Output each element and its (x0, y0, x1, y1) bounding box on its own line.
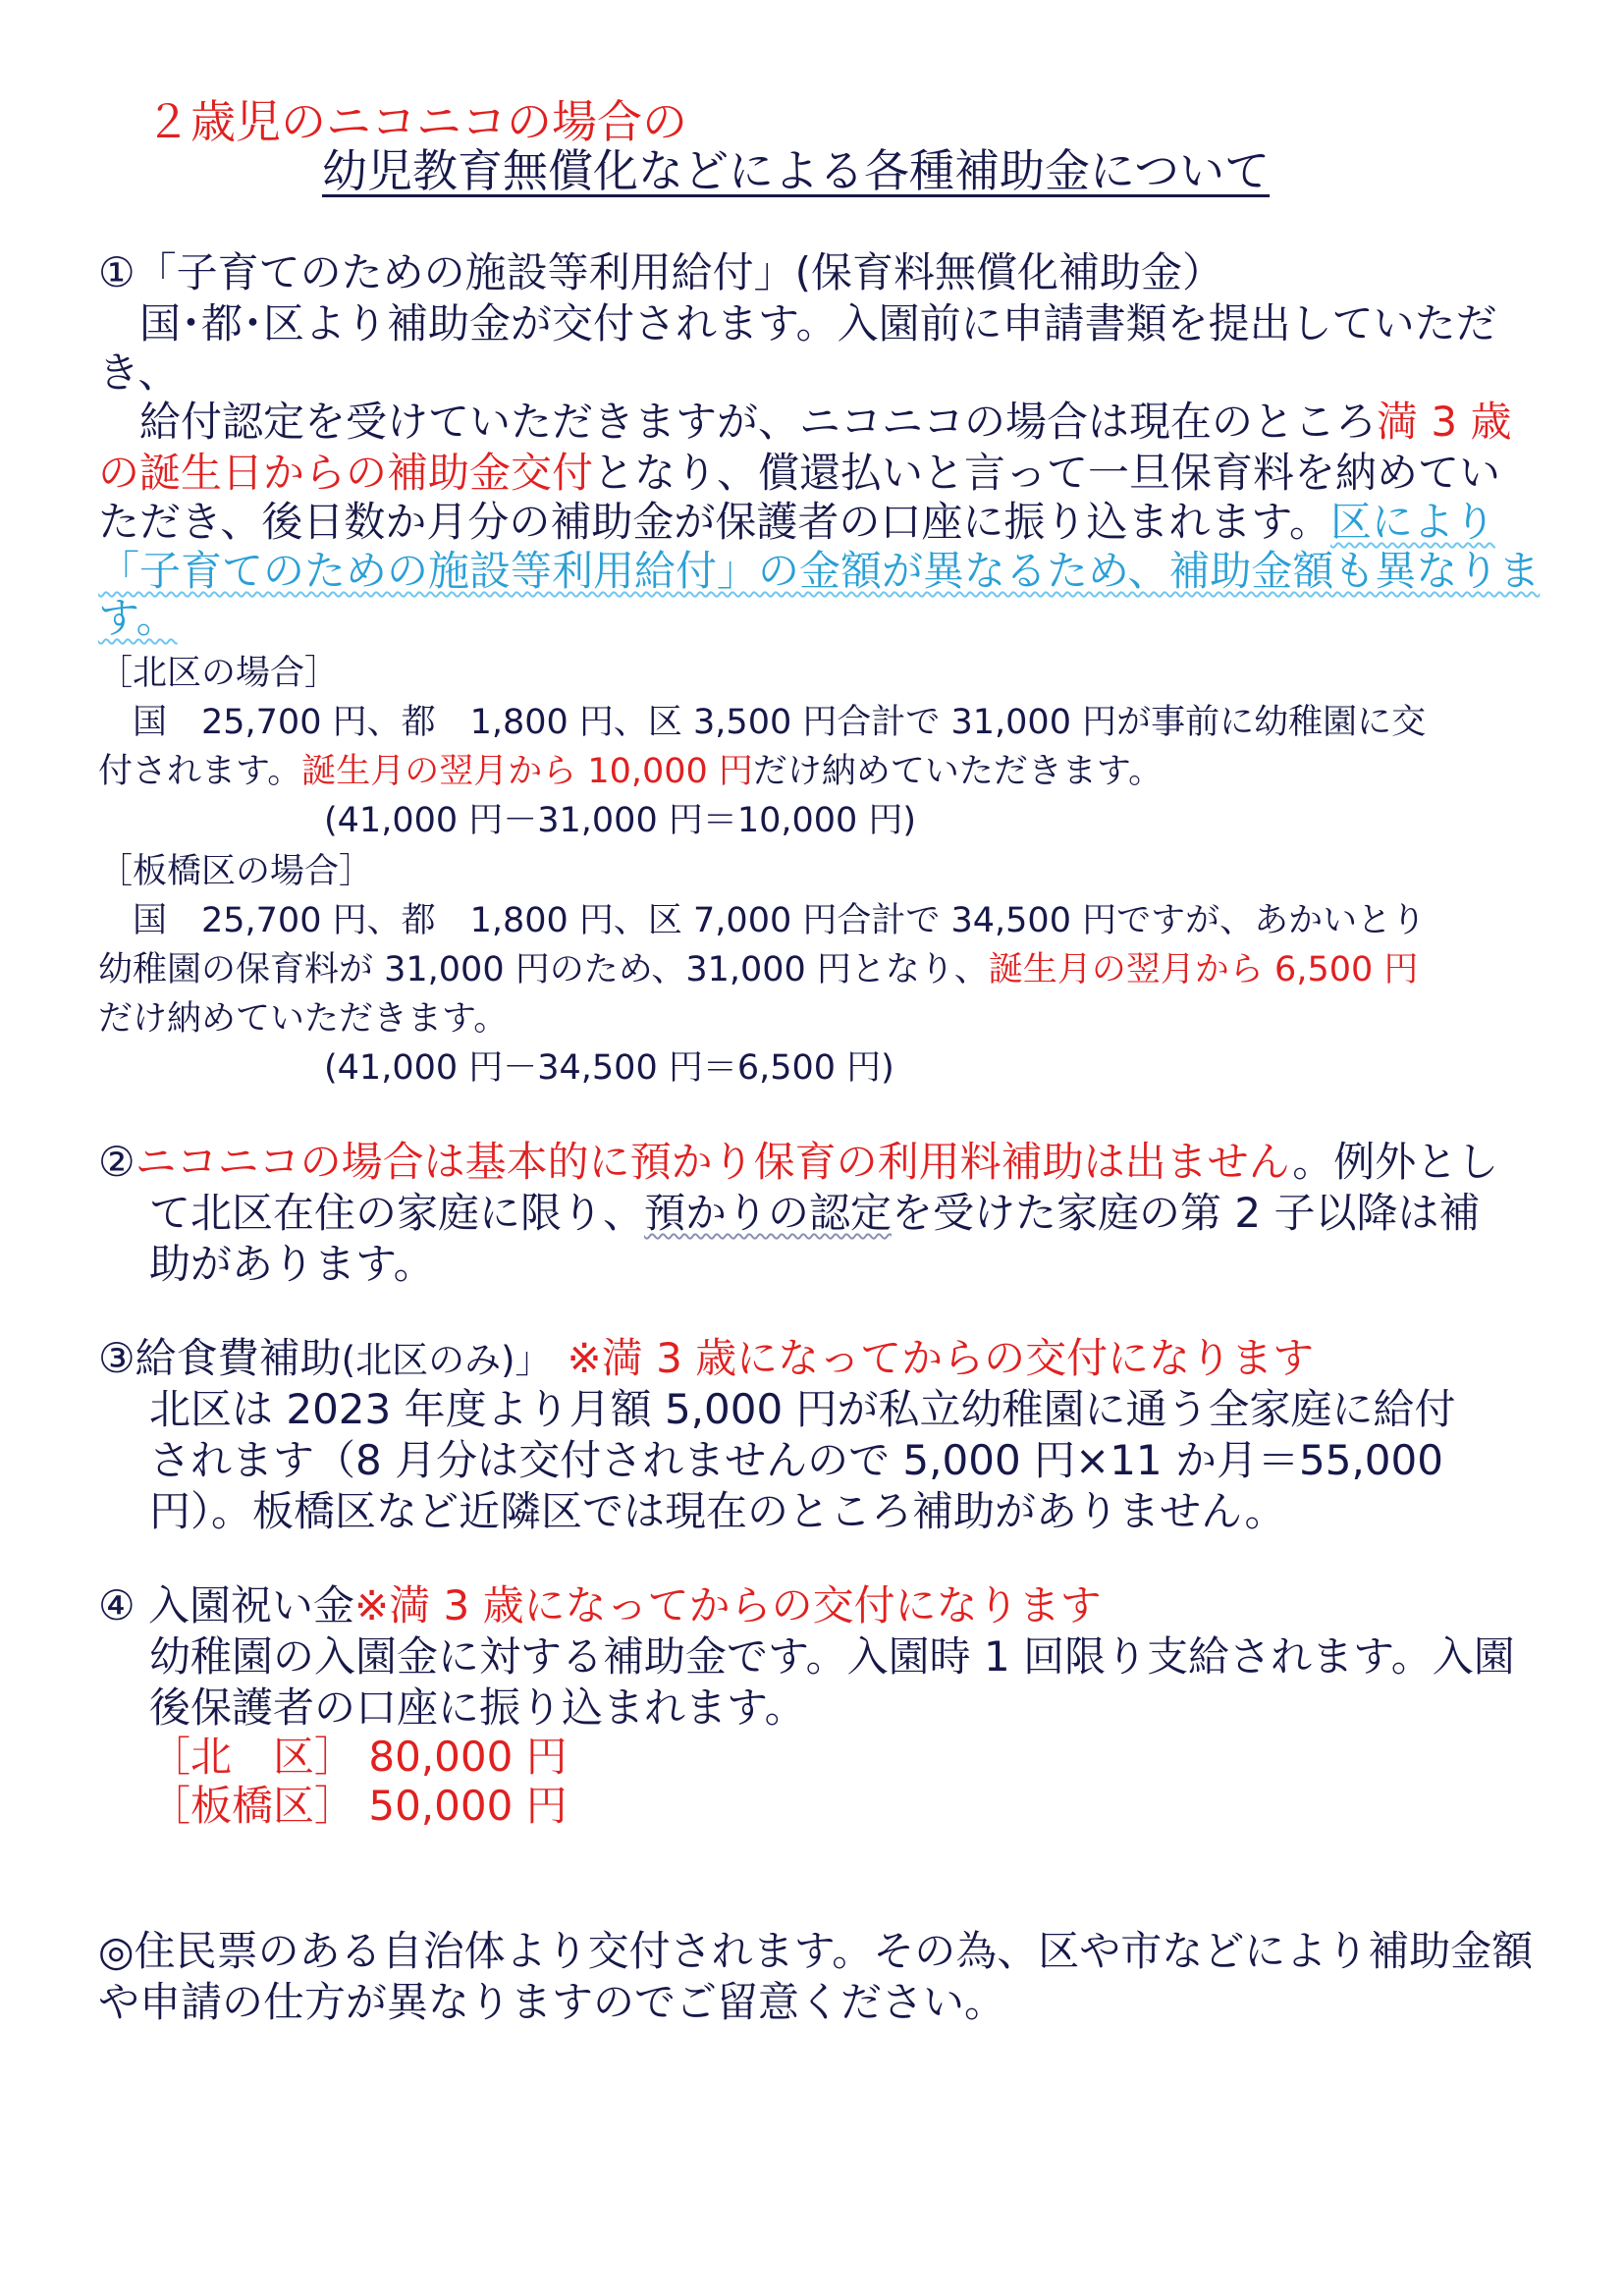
highlight-cyan-line: 「子育てのための施設等利用給付」の金額が異なるため、補助金額も異なりま (98, 547, 1541, 595)
highlight-wavy: 預かりの認定 (644, 1189, 893, 1237)
itabashi-line: 国 25,700 円、都 1,800 円、区 7,000 円合計で 34,500 円ですが、あかいとり (98, 901, 1427, 940)
text-span: 幼稚園の保育料が 31,000 円のため、31,000 円となり、 (98, 950, 989, 989)
itabashi-line: だけ納めていただきます。 (98, 999, 509, 1039)
itabashi-line (98, 950, 1418, 989)
section3-heading (98, 1335, 1314, 1382)
highlight-cyan: 区により (1329, 498, 1495, 546)
kita-line: 国 25,700 円、都 1,800 円、区 3,500 円合計で 31,000 円が事前に幼稚園に交 (98, 703, 1427, 742)
itabashi-amount: ［板橋区］ 50,000 円 (149, 1782, 568, 1830)
section3-line: 円）。板橋区など近隣区では現在のところ補助がありません。 (149, 1487, 1286, 1535)
text-span: 付されます。 (98, 752, 302, 791)
kita-line (98, 752, 1163, 791)
highlight-red: の誕生日からの補助金交付 (98, 449, 594, 497)
text-span: となり、償還払いと言って一旦保育料を納めてい (593, 449, 1501, 497)
subtitle: ２歳児のニコニコの場合の (145, 95, 687, 148)
section1-line: 国･都･区より補助金が交付されます。入園前に申請書類を提出していただ (98, 299, 1497, 347)
highlight-red: ニコニコの場合は基本的に預かり保育の利用料補助は出ません (135, 1138, 1293, 1186)
text-span: て北区在住の家庭に限り、 (149, 1189, 645, 1237)
section3-line: されます（8 月分は交付されませんので 5,000 円×11 か月＝55,000 (149, 1436, 1443, 1484)
highlight-red: 誕生月の翌月から 10,000 円 (301, 752, 753, 791)
section1-line: き、 (98, 348, 180, 397)
section4-heading (98, 1582, 1102, 1629)
section2-line (98, 1139, 1498, 1186)
page-title: 幼児教育無償化などによる各種補助金について (322, 144, 1271, 197)
highlight-red: 誕生月の翌月から 6,500 円 (988, 950, 1419, 989)
kita-amount: ［北 区］ 80,000 円 (149, 1733, 568, 1781)
section2-line: 助があります。 (149, 1240, 435, 1288)
section1-heading: ①「子育てのための施設等利用給付」(保育料無償化補助金） (98, 248, 1224, 296)
text-span: 給付認定を受けていただきますが、ニコニコの場合は現在のところ (98, 398, 1378, 446)
text-span: 。例外とし (1292, 1138, 1499, 1186)
closing-note: や申請の仕方が異なりますのでご留意ください。 (98, 1978, 1006, 2026)
text-span: を受けた家庭の第 2 子以降は補 (892, 1189, 1481, 1237)
kita-calc: (41,000 円－31,000 円＝10,000 円) (324, 801, 917, 840)
section1-line (98, 499, 1495, 546)
text-span: だけ納めていただきます。 (752, 752, 1164, 791)
kita-label: ［北区の場合］ (98, 654, 340, 693)
section1-line (98, 450, 1500, 497)
highlight-red: ※満 3 歳になってからの交付になります (567, 1334, 1315, 1382)
text-span: ④ 入園祝い金 (98, 1581, 355, 1629)
closing-note: ◎住民票のある自治体より交付されます。その為、区や市などにより補助金額 (98, 1927, 1534, 1975)
text-span: ただき、後日数か月分の補助金が保護者の口座に振り込まれます。 (98, 498, 1330, 546)
highlight-red: ※満 3 歳になってからの交付になります (354, 1581, 1102, 1629)
text-span: (北区のみ)」 (341, 1339, 552, 1381)
section3-line: 北区は 2023 年度より月額 5,000 円が私立幼稚園に通う全家庭に給付 (149, 1385, 1456, 1433)
itabashi-calc: (41,000 円－34,500 円＝6,500 円) (324, 1048, 894, 1088)
section2-line (149, 1190, 1480, 1237)
section4-line: 幼稚園の入園金に対する補助金です。入園時 1 回限り支給されます。入園 (149, 1632, 1515, 1681)
itabashi-label: ［板橋区の場合］ (98, 852, 374, 891)
section4-line: 後保護者の口座に振り込まれます。 (149, 1683, 806, 1732)
highlight-red: 満 3 歳 (1377, 398, 1512, 446)
section1-line (98, 399, 1511, 446)
section2-mark: ② (98, 1138, 135, 1186)
highlight-cyan-line: す。 (98, 594, 178, 642)
text-span: ③給食費補助 (98, 1334, 342, 1382)
